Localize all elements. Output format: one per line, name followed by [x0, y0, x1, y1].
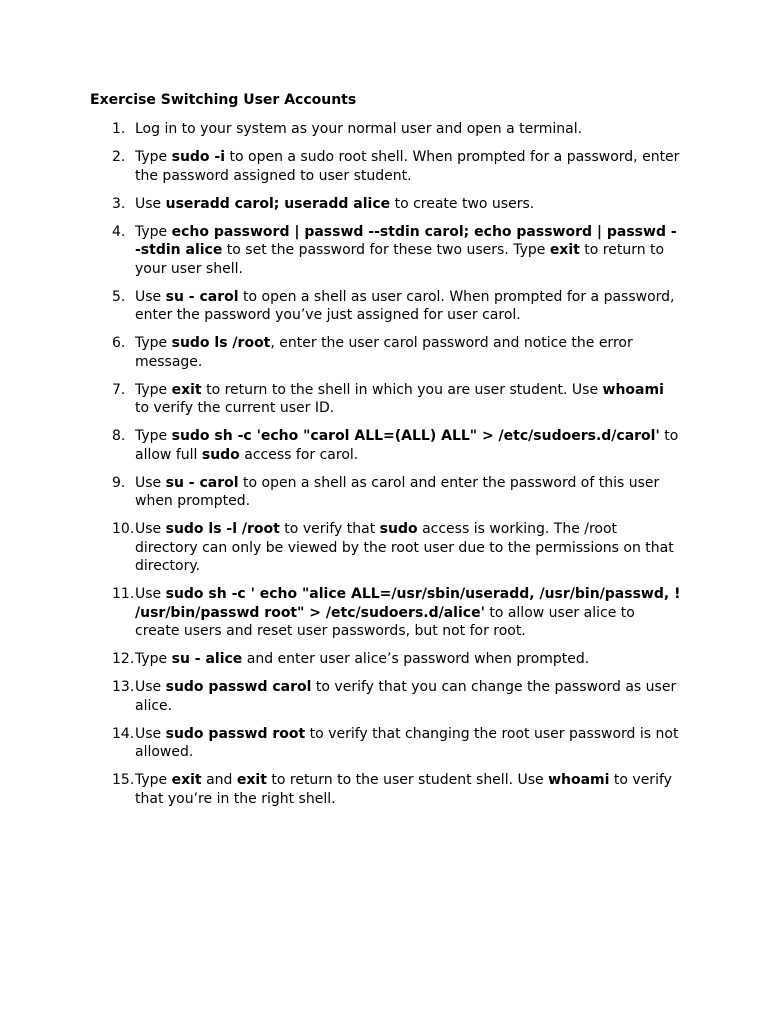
- step-text: [135, 428, 678, 463]
- step-number: 14.: [112, 725, 135, 742]
- list-item: [90, 585, 682, 641]
- list-item: [90, 427, 682, 464]
- command-text: sudo passwd carol: [165, 679, 312, 695]
- step-number: 6.: [112, 335, 126, 351]
- step-text: [135, 651, 589, 667]
- instruction-text: to verify the current user ID.: [135, 400, 335, 416]
- step-text: [135, 289, 674, 324]
- step-text: [135, 382, 664, 417]
- step-text: [135, 224, 677, 277]
- instruction-text: to open a sudo root shell. When prompted for a password, enter the password assigned to user student.: [135, 149, 680, 184]
- step-number: 15.: [112, 772, 135, 788]
- step-number: 4.: [112, 223, 126, 240]
- command-text: exit: [171, 381, 202, 398]
- instruction-text: Type: [135, 381, 172, 398]
- command-text: sudo -i: [171, 149, 226, 165]
- list-item: [90, 120, 682, 139]
- step-text: [135, 521, 674, 574]
- instruction-text: Use: [135, 586, 166, 602]
- instruction-text: Log in to your system as your normal user and open a terminal.: [135, 121, 583, 137]
- step-number: 3.: [112, 195, 126, 212]
- instruction-text: to verify that you’re in the right shell.: [135, 772, 672, 807]
- list-item: [90, 195, 682, 214]
- instruction-text: Type: [135, 335, 172, 351]
- step-number: 2.: [112, 149, 126, 165]
- command-text: useradd carol; useradd alice: [165, 195, 391, 212]
- instruction-text: access is working. The /root directory can only be viewed by the root user due to the permissions on that directory.: [135, 521, 674, 574]
- step-text: [135, 149, 679, 184]
- step-number: 11.: [112, 586, 135, 602]
- command-text: sudo: [201, 446, 240, 463]
- list-item: [90, 520, 682, 576]
- document-page: [90, 91, 682, 818]
- instruction-text: to open a shell as user carol. When prompted for a password, enter the password you’ve just assigned for user carol.: [135, 288, 675, 323]
- instruction-text: Type: [135, 651, 172, 667]
- command-text: exit: [549, 242, 580, 258]
- command-text: sudo: [379, 521, 418, 537]
- list-item: [90, 474, 682, 511]
- step-number: 7.: [112, 381, 126, 398]
- step-text: [135, 475, 659, 510]
- list-item: [90, 223, 682, 279]
- list-item: [90, 678, 682, 715]
- step-number: 13.: [112, 679, 135, 695]
- command-text: exit: [236, 772, 267, 788]
- command-text: whoami: [548, 772, 610, 788]
- instruction-text: to return to the user student shell. Use: [266, 772, 549, 788]
- list-item: [90, 771, 682, 808]
- list-item: [90, 725, 682, 762]
- list-item: [90, 148, 682, 185]
- instruction-text: to verify that: [279, 521, 380, 537]
- step-number: 5.: [112, 288, 126, 305]
- step-number: 10.: [112, 521, 135, 537]
- command-text: echo password | passwd --stdin carol; echo password | passwd --stdin alice: [135, 223, 677, 258]
- instruction-text: Use: [135, 725, 166, 742]
- list-item: [90, 334, 682, 371]
- instruction-text: Type: [135, 149, 172, 165]
- instruction-text: to allow user alice to create users and reset user passwords, but not for root.: [135, 604, 635, 639]
- command-text: sudo sh -c ' echo "alice ALL=/usr/sbin/useradd, /usr/bin/passwd, ! /usr/bin/passwd root" > /etc/sudoers.d/alice': [135, 586, 681, 621]
- instruction-text: to verify that changing the root user password is not allowed.: [135, 725, 679, 760]
- step-text: [135, 121, 582, 137]
- step-number: 1.: [112, 121, 126, 137]
- command-text: whoami: [602, 381, 664, 398]
- command-text: sudo passwd root: [165, 725, 306, 742]
- instruction-text: and enter user alice’s password when prompted.: [242, 651, 590, 667]
- instruction-text: , enter the user carol password and notice the error message.: [135, 335, 633, 370]
- step-number: 9.: [112, 474, 126, 491]
- instruction-text: Use: [135, 679, 166, 695]
- step-text: [135, 586, 680, 639]
- instruction-text: to verify that you can change the password as user alice.: [135, 679, 677, 714]
- exercise-steps-list: [90, 120, 682, 808]
- command-text: sudo ls -l /root: [165, 521, 280, 537]
- instruction-text: access for carol.: [239, 446, 359, 463]
- instruction-text: Type: [135, 772, 172, 788]
- instruction-text: Type: [135, 428, 172, 444]
- command-text: sudo sh -c 'echo "carol ALL=(ALL) ALL" > /etc/sudoers.d/carol': [171, 428, 660, 444]
- list-item: [90, 288, 682, 325]
- instruction-text: Use: [135, 474, 166, 491]
- instruction-text: to return to your user shell.: [135, 242, 665, 277]
- step-number: 8.: [112, 428, 126, 444]
- instruction-text: Type: [135, 223, 172, 240]
- command-text: su - alice: [171, 651, 243, 667]
- instruction-text: Use: [135, 288, 166, 305]
- command-text: su - carol: [165, 474, 239, 491]
- command-text: sudo ls /root: [171, 335, 271, 351]
- step-text: [135, 196, 534, 212]
- instruction-text: to return to the shell in which you are user student. Use: [201, 381, 603, 398]
- step-text: [135, 772, 672, 807]
- command-text: su - carol: [165, 288, 239, 305]
- command-text: exit: [171, 772, 202, 788]
- step-text: [135, 726, 678, 761]
- step-number: 12.: [112, 651, 135, 667]
- list-item: [90, 650, 682, 669]
- instruction-text: to set the password for these two users. Type: [222, 242, 550, 258]
- exercise-title: Exercise Switching User Accounts: [90, 92, 357, 108]
- instruction-text: Use: [135, 195, 166, 212]
- step-text: [135, 679, 676, 714]
- instruction-text: and: [201, 772, 237, 788]
- instruction-text: Use: [135, 521, 166, 537]
- step-text: [135, 335, 633, 370]
- instruction-text: to open a shell as carol and enter the password of this user when prompted.: [135, 474, 660, 509]
- list-item: [90, 381, 682, 418]
- instruction-text: to create two users.: [390, 195, 535, 212]
- instruction-text: to allow full: [135, 428, 679, 463]
